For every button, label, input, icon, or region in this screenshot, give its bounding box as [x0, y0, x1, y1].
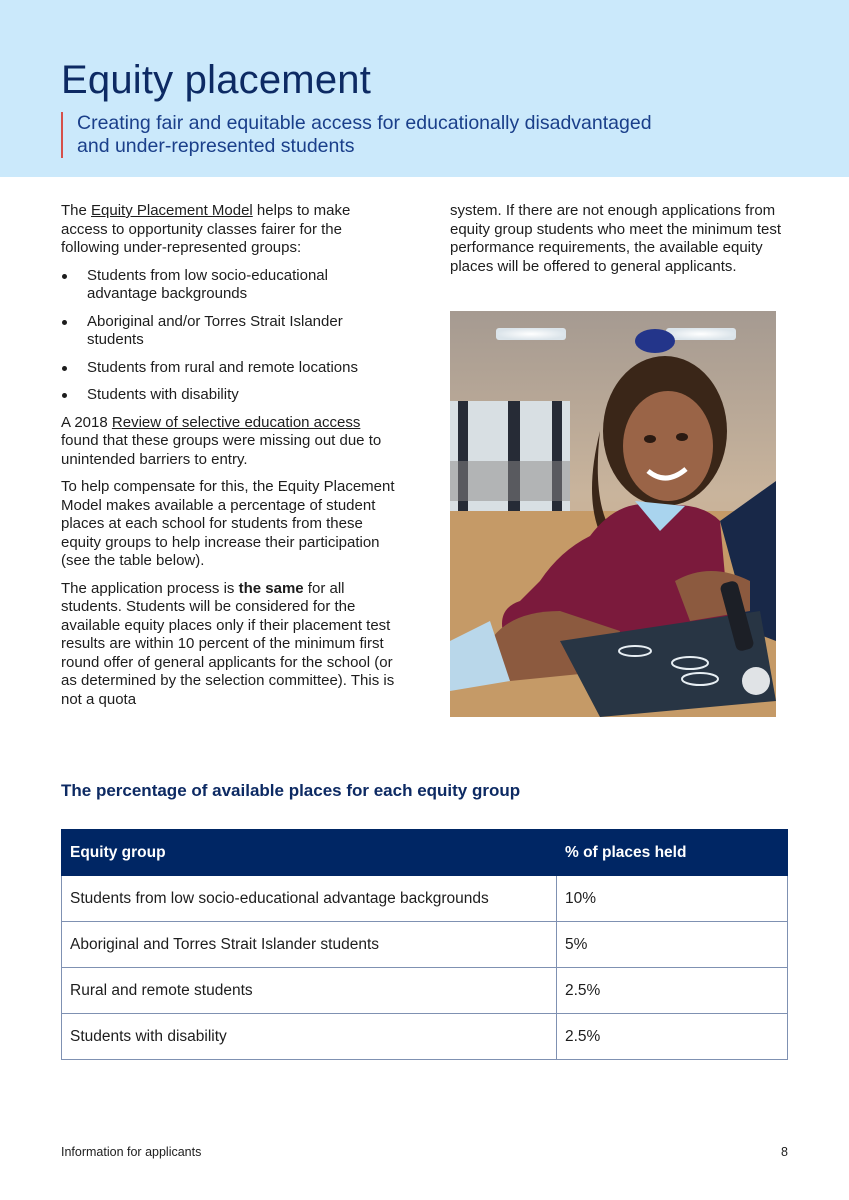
column-header-equity-group: Equity group — [62, 830, 557, 876]
table-row — [62, 968, 788, 1014]
intro-text-end: helps to make access to opportunity classes fairer for the following under-represented groups: — [61, 202, 351, 256]
places-held-cell: 5% — [557, 922, 788, 968]
selective-education-review-link[interactable]: Review of selective education access — [111, 413, 361, 431]
equity-group-cell: Students with disability — [62, 1014, 557, 1060]
process-text-start: The application process is — [61, 579, 239, 597]
process-paragraph — [61, 580, 401, 710]
page-header — [0, 0, 849, 177]
review-paragraph — [61, 414, 401, 470]
places-held-cell: 2.5% — [557, 1014, 788, 1060]
page-subtitle — [61, 112, 777, 158]
table-header-row — [62, 830, 788, 876]
equity-places-table — [61, 829, 788, 1060]
column-header-places-held: % of places held — [557, 830, 788, 876]
compensate-paragraph: To help compensate for this, the Equity Placement Model makes available a percentage of student places at each school for students from these equity groups to help increase their participation (see the table below). — [61, 478, 395, 569]
intro-text-start: The — [61, 202, 92, 219]
table-row — [62, 1014, 788, 1060]
process-text-end: for all students. Students will be considered for the available equity places only if their placement test results are within 10 percent of the minimum first round offer of general applicants for the school (or as determined by the selection committee). This is not a quota — [61, 579, 395, 708]
equity-group-cell: Students from low socio-educational advantage backgrounds — [62, 876, 557, 922]
intro-paragraph — [61, 202, 401, 258]
review-text-end: found that these groups were missing out due to unintended barriers to entry. — [61, 432, 382, 468]
equity-group-cell: Aboriginal and Torres Strait Islander students — [62, 922, 557, 968]
list-item: Students with disability — [61, 386, 401, 405]
process-emphasis: the same — [238, 579, 304, 597]
student-photo — [450, 311, 776, 717]
list-item: Students from low socio-educational advantage backgrounds — [61, 267, 401, 304]
subtitle-line-1: Creating fair and equitable access for educationally disadvantaged — [77, 112, 652, 134]
equity-placement-model-link[interactable]: Equity Placement Model — [91, 202, 253, 219]
process-paragraph-continued: system. If there are not enough applications from equity group students who meet the minimum test performance requirements, the available equity places will be offered to general applicants. — [450, 202, 781, 275]
places-held-cell: 2.5% — [557, 968, 788, 1014]
left-column — [61, 202, 401, 718]
equity-group-cell: Rural and remote students — [62, 968, 557, 1014]
subtitle-line-2: and under-represented students — [77, 135, 355, 157]
table-row — [62, 922, 788, 968]
footer-label: Information for applicants — [61, 1145, 202, 1159]
list-item: Students from rural and remote locations — [61, 359, 401, 378]
places-held-cell: 10% — [557, 876, 788, 922]
equity-groups-list — [61, 267, 401, 405]
list-item: Aboriginal and/or Torres Strait Islander students — [61, 313, 401, 350]
page-number: 8 — [781, 1145, 788, 1159]
page-title: Equity placement — [61, 58, 372, 102]
table-row — [62, 876, 788, 922]
table-heading: The percentage of available places for each equity group — [61, 781, 521, 800]
review-text-start: A 2018 — [61, 413, 112, 431]
right-column — [450, 202, 785, 285]
